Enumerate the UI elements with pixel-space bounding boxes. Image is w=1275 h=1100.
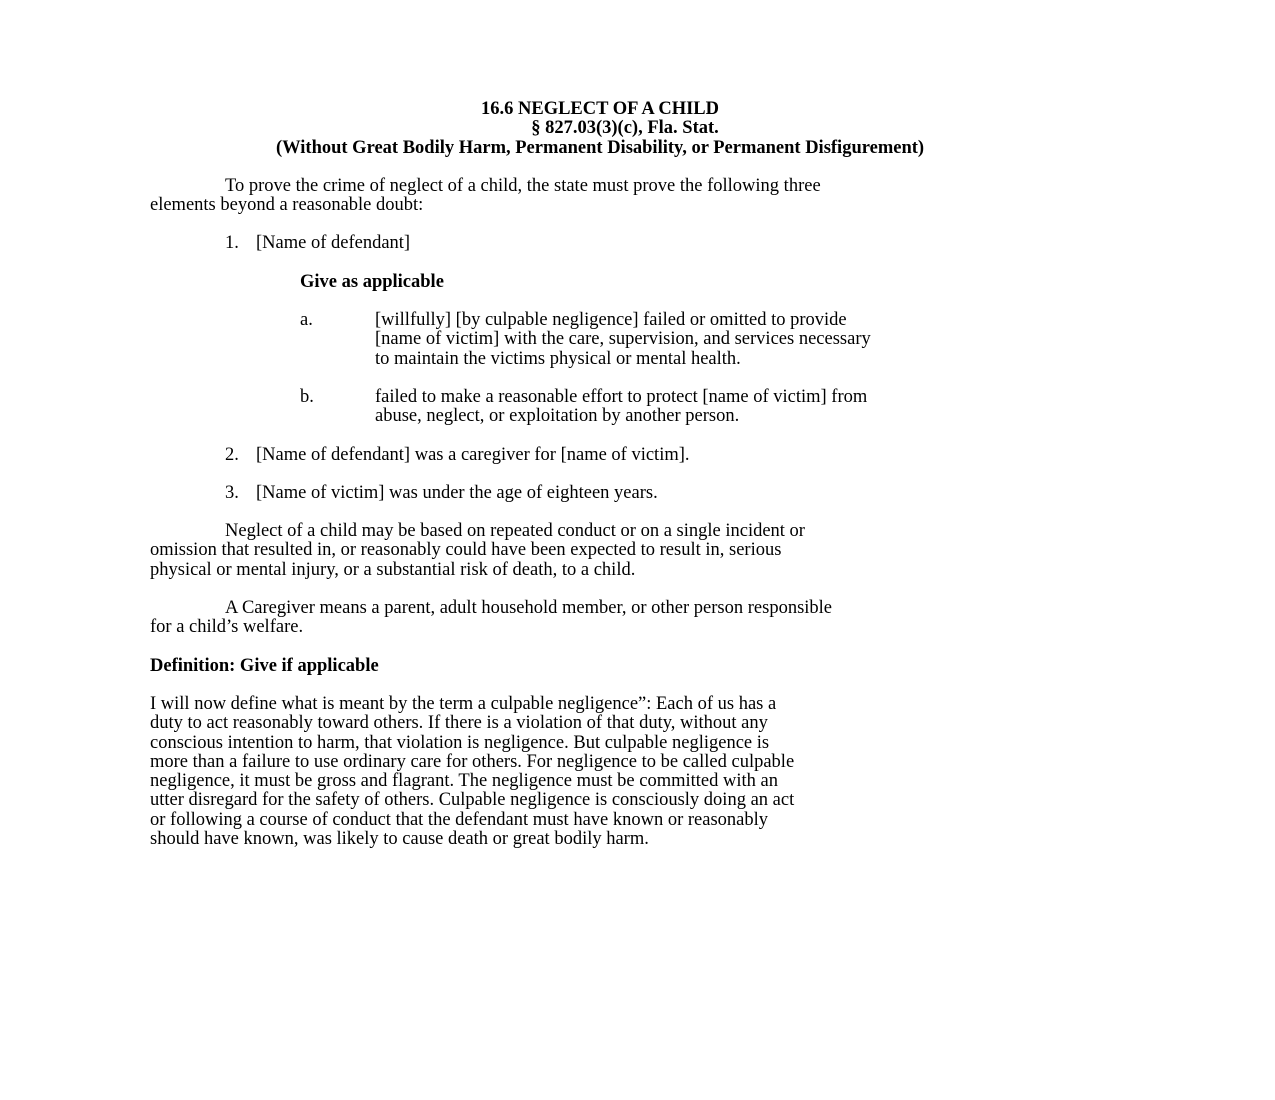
option-line: [willfully] [by culpable negligence] failed or omitted to provide bbox=[375, 310, 847, 331]
statute-citation: § 827.03(3)(c), Fla. Stat. bbox=[531, 118, 719, 139]
element-text: [Name of defendant] was a caregiver for [name of victim]. bbox=[256, 444, 690, 465]
caregiver-line: for a child’s welfare. bbox=[150, 617, 304, 638]
instruction-subtitle: (Without Great Bodily Harm, Permanent Disability, or Permanent Disfigurement) bbox=[275, 137, 925, 158]
option-line: [name of victim] with the care, supervision, and services necessary bbox=[375, 329, 871, 350]
definition-line: negligence, it must be gross and flagrant. The negligence must be committed with an bbox=[150, 771, 778, 792]
definition-paragraph bbox=[150, 695, 1050, 849]
option-a bbox=[150, 311, 1050, 369]
definition-line: should have known, was likely to cause death or great bodily harm. bbox=[150, 829, 649, 850]
definition-line: I will now define what is meant by the term a culpable negligence”: Each of us has a bbox=[150, 693, 777, 714]
option-letter: a. bbox=[300, 310, 313, 331]
option-b bbox=[150, 388, 1050, 427]
option-line: abuse, neglect, or exploitation by another person. bbox=[375, 406, 740, 427]
element-number: 2. bbox=[225, 444, 239, 465]
document-header bbox=[150, 100, 1050, 158]
option-letter: b. bbox=[300, 386, 314, 407]
neglect-line: Neglect of a child may be based on repeated conduct or on a single incident or bbox=[225, 521, 805, 542]
definition-line: or following a course of conduct that the defendant must have known or reasonably bbox=[150, 809, 769, 830]
element-text: [Name of victim] was under the age of eighteen years. bbox=[256, 482, 658, 503]
caregiver-line: A Caregiver means a parent, adult household member, or other person responsible bbox=[225, 598, 833, 619]
intro-line: elements beyond a reasonable doubt: bbox=[150, 195, 424, 216]
definition-line: more than a failure to use ordinary care for others. For negligence to be called culpable bbox=[150, 751, 795, 772]
neglect-paragraph bbox=[150, 522, 1050, 580]
option-text bbox=[375, 388, 1050, 427]
definition-line: conscious intention to harm, that violation is negligence. But culpable negligence is bbox=[150, 732, 770, 753]
document-page bbox=[150, 100, 1050, 849]
definition-heading: Definition: Give if applicable bbox=[150, 655, 379, 676]
option-text bbox=[375, 311, 1050, 369]
definition-line: utter disregard for the safety of others. Culpable negligence is consciously doing an act bbox=[150, 790, 795, 811]
element-number: 1. bbox=[225, 233, 239, 254]
element-1 bbox=[150, 234, 1050, 253]
instruction-title: 16.6 NEGLECT OF A CHILD bbox=[481, 99, 719, 119]
definition-line: duty to act reasonably toward others. If there is a violation of that duty, without any bbox=[150, 713, 768, 734]
give-as-applicable-heading: Give as applicable bbox=[300, 271, 444, 292]
option-line: failed to make a reasonable effort to protect [name of victim] from bbox=[375, 386, 868, 407]
neglect-line: physical or mental injury, or a substantial risk of death, to a child. bbox=[150, 559, 636, 580]
element-3 bbox=[150, 484, 1050, 503]
caregiver-paragraph bbox=[150, 599, 1050, 638]
option-line: to maintain the victims physical or mental health. bbox=[375, 348, 741, 369]
neglect-line: omission that resulted in, or reasonably could have been expected to result in, serious bbox=[150, 540, 782, 561]
element-text: [Name of defendant] bbox=[256, 233, 411, 254]
intro-paragraph bbox=[150, 177, 1050, 216]
element-number: 3. bbox=[225, 482, 239, 503]
intro-line: To prove the crime of neglect of a child, the state must prove the following three bbox=[225, 175, 821, 196]
element-2 bbox=[150, 446, 1050, 465]
